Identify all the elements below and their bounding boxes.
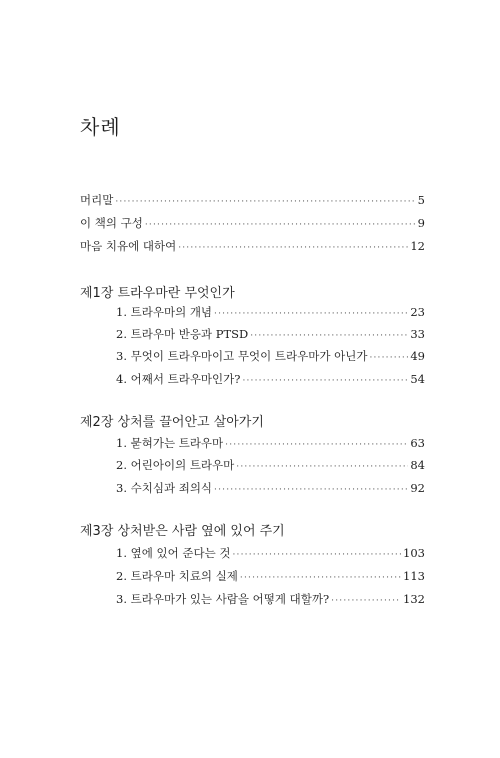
dot-leader	[242, 374, 408, 388]
toc-entry-page: 63	[410, 436, 425, 450]
toc-entry-page: 23	[410, 305, 425, 319]
chapter-heading: 제2장 상처를 끌어안고 살아가기	[80, 415, 264, 430]
toc-entry-page: 49	[410, 349, 425, 363]
toc-entry	[116, 372, 425, 388]
toc-entry-label: 머리말	[80, 193, 114, 207]
dot-leader	[145, 218, 416, 232]
toc-entry-label: 마음 치유에 대하여	[80, 239, 177, 253]
dot-leader	[115, 195, 415, 209]
toc-entry-label: 이 책의 구성	[80, 216, 143, 230]
dot-leader	[369, 351, 408, 365]
toc-entry	[116, 458, 425, 474]
toc-entry	[116, 481, 425, 497]
toc-entry-label: 2. 어린아이의 트라우마	[116, 458, 235, 472]
toc-entry-page: 5	[417, 193, 425, 207]
chapter-heading: 제1장 트라우마란 무엇인가	[80, 286, 235, 301]
toc-entry	[116, 436, 425, 452]
dot-leader	[178, 241, 408, 255]
toc-entry	[116, 592, 425, 608]
toc-entry	[116, 349, 425, 365]
toc-entry	[116, 569, 425, 585]
toc-entry-label: 1. 옆에 있어 준다는 것	[116, 546, 231, 560]
toc-entry	[116, 305, 425, 321]
toc-entry-label: 3. 트라우마가 있는 사람을 어떻게 대할까?	[116, 592, 330, 606]
chapter-heading: 제3장 상처받은 사람 옆에 있어 주기	[80, 524, 285, 539]
toc-entry-label: 2. 트라우마 치료의 실제	[116, 569, 238, 583]
toc-entry-label: 3. 무엇이 트라우마이고 무엇이 트라우마가 아닌가	[116, 349, 368, 363]
toc-entry-page: 92	[410, 481, 425, 495]
toc-entry-label: 2. 트라우마 반응과 PTSD	[116, 327, 249, 341]
toc-entry-page: 113	[403, 569, 425, 583]
toc-entry	[80, 193, 425, 209]
toc-entry	[80, 239, 425, 255]
dot-leader	[331, 594, 401, 608]
toc-entry-page: 33	[410, 327, 425, 341]
toc-entry-page: 9	[417, 216, 425, 230]
toc-entry-page: 84	[410, 458, 425, 472]
dot-leader	[214, 483, 408, 497]
dot-leader	[232, 548, 401, 562]
dot-leader	[250, 329, 408, 343]
toc-entry	[80, 216, 425, 232]
toc-entry	[116, 546, 425, 562]
dot-leader	[236, 460, 408, 474]
dot-leader	[214, 307, 408, 321]
toc-entry-page: 12	[410, 239, 425, 253]
toc-entry-page: 103	[403, 546, 425, 560]
toc-entry-label: 3. 수치심과 죄의식	[116, 481, 213, 495]
page-title: 차례	[80, 115, 121, 140]
dot-leader	[240, 571, 401, 585]
toc-entry-page: 132	[403, 592, 425, 606]
toc-entry-label: 1. 묻혀가는 트라우마	[116, 436, 224, 450]
toc-entry-label: 1. 트라우마의 개념	[116, 305, 213, 319]
toc-entry-page: 54	[410, 372, 425, 386]
dot-leader	[225, 438, 408, 452]
toc-entry	[116, 327, 425, 343]
toc-entry-label: 4. 어째서 트라우마인가?	[116, 372, 241, 386]
